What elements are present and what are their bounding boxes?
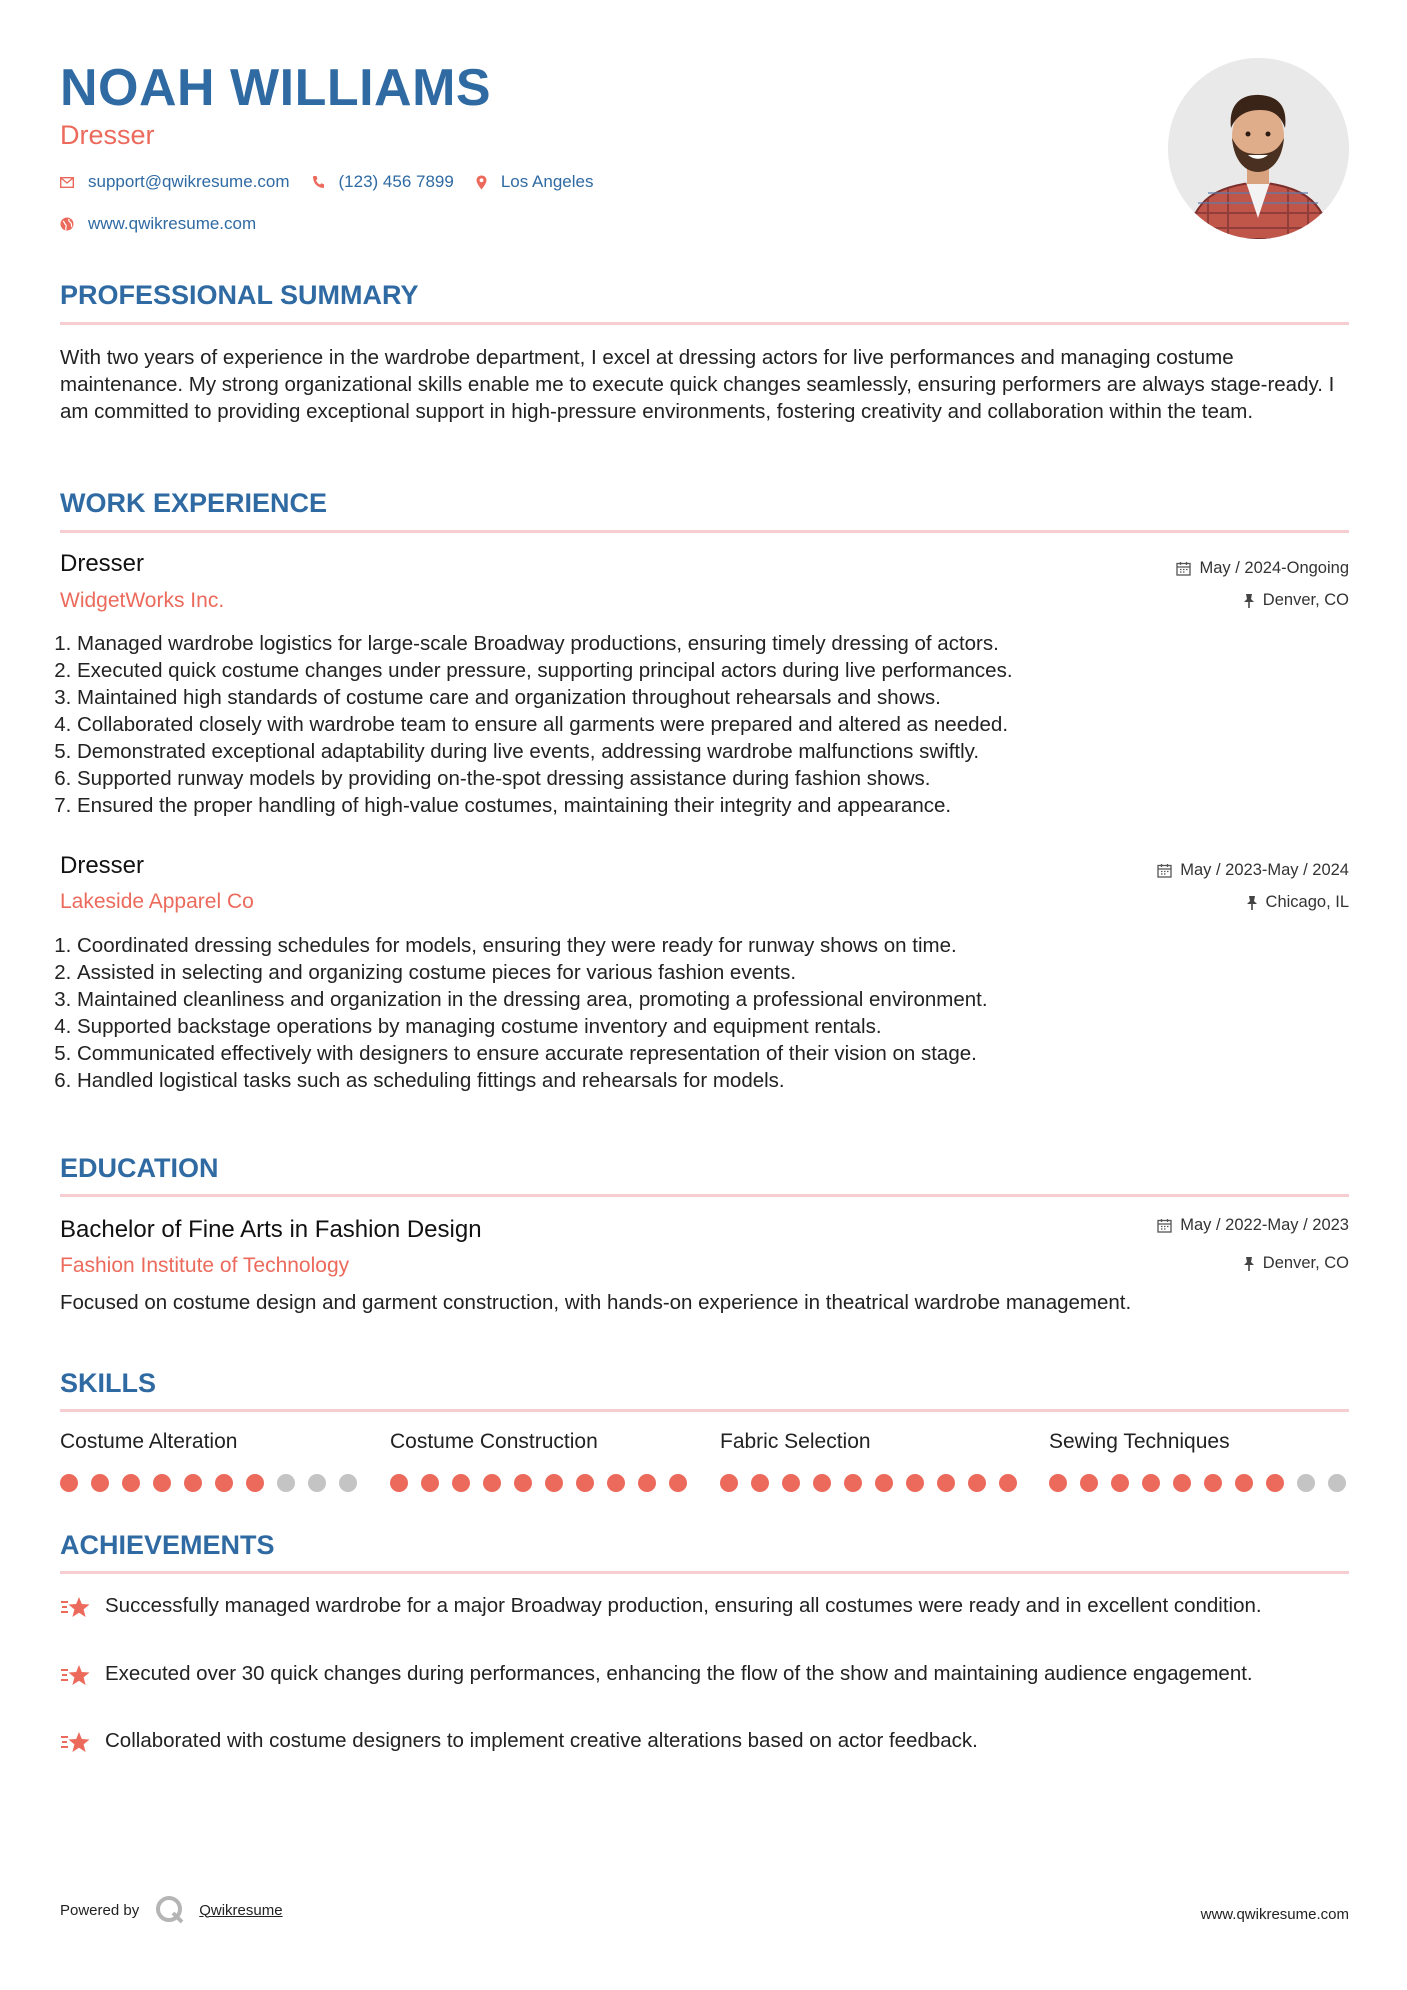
- section-divider: [60, 1194, 1349, 1197]
- duty-item: 1. Coordinated dressing schedules for models, ensuring they were ready for runway shows on time.: [77, 932, 1347, 959]
- skill-dot-filled: [122, 1474, 140, 1492]
- achievements-title: ACHIEVEMENTS: [60, 1530, 275, 1560]
- skill-dot-filled: [545, 1474, 563, 1492]
- skill-dot-filled: [1266, 1474, 1284, 1492]
- skills-title: SKILLS: [60, 1368, 157, 1398]
- footer-website[interactable]: www.qwikresume.com: [1200, 1906, 1349, 1923]
- candidate-name: NOAH WILLIAMS: [60, 59, 492, 117]
- job-company: Lakeside Apparel Co: [60, 890, 254, 913]
- skill-dot-filled: [782, 1474, 800, 1492]
- job-duties-list: [60, 932, 1347, 1094]
- location-text: Los Angeles: [500, 172, 594, 191]
- contact-email[interactable]: [60, 172, 290, 192]
- education-dates-text: May / 2022-May / 2023: [1180, 1216, 1349, 1234]
- duty-item: 6. Supported runway models by providing on-the-spot dressing assistance during fashion shows.: [77, 765, 1347, 792]
- skill-item: [1049, 1430, 1349, 1492]
- skill-dot-filled: [60, 1474, 78, 1492]
- pushpin-icon: [1246, 895, 1258, 911]
- resume-page: [60, 0, 1349, 1990]
- skill-dot-filled: [937, 1474, 955, 1492]
- powered-by-label: Powered by: [60, 1901, 140, 1919]
- envelope-icon: [60, 177, 74, 188]
- duty-item: 2. Assisted in selecting and organizing costume pieces for various fashion events.: [77, 959, 1347, 986]
- education-location-text: Denver, CO: [1262, 1254, 1349, 1272]
- skill-dot-filled: [720, 1474, 738, 1492]
- avatar: [1168, 58, 1349, 239]
- candidate-role: Dresser: [60, 120, 155, 150]
- skill-name: Costume Construction: [390, 1430, 598, 1453]
- skill-rating: [720, 1474, 1020, 1492]
- skill-name: Costume Alteration: [60, 1430, 238, 1453]
- skill-dot-filled: [1204, 1474, 1222, 1492]
- skill-dot-filled: [751, 1474, 769, 1492]
- skill-dot-empty: [277, 1474, 295, 1492]
- duty-item: 1. Managed wardrobe logistics for large-scale Broadway productions, ensuring timely dressing of actors.: [77, 630, 1347, 657]
- education-title: EDUCATION: [60, 1153, 219, 1183]
- globe-icon: [60, 217, 74, 231]
- job-location-text: Chicago, IL: [1265, 893, 1349, 911]
- pushpin-icon: [1243, 593, 1255, 609]
- education-dates: [1157, 1216, 1349, 1235]
- skill-dot-filled: [421, 1474, 439, 1492]
- section-divider: [60, 322, 1349, 325]
- achievement-item: [60, 1592, 1349, 1625]
- skill-dot-filled: [153, 1474, 171, 1492]
- skill-dot-empty: [339, 1474, 357, 1492]
- skill-dot-filled: [638, 1474, 656, 1492]
- education-location: [1243, 1254, 1349, 1273]
- phone-icon: [312, 175, 325, 189]
- skill-dot-empty: [308, 1474, 326, 1492]
- skill-dot-filled: [1080, 1474, 1098, 1492]
- star-icon: [60, 1664, 92, 1688]
- map-pin-icon: [476, 175, 487, 190]
- calendar-icon: [1157, 1218, 1172, 1233]
- summary-text: With two years of experience in the wardrobe department, I excel at dressing actors for live performances and managing costume maintenance. My strong organizational skills enable me to execute quick changes seamlessly, ensuring performers are always stage-ready. I am committed to providing exceptional support in high-pressure environments, fostering creativity and collaboration within the team.: [60, 346, 1335, 423]
- contact-location: [476, 172, 594, 192]
- education-degree: Bachelor of Fine Arts in Fashion Design: [60, 1216, 482, 1243]
- skill-item: [390, 1430, 690, 1492]
- skill-dot-empty: [1297, 1474, 1315, 1492]
- duty-item: 5. Demonstrated exceptional adaptability during live events, addressing wardrobe malfunctions swiftly.: [77, 738, 1347, 765]
- duty-item: 6. Handled logistical tasks such as scheduling fittings and rehearsals for models.: [77, 1067, 1347, 1094]
- skill-rating: [1049, 1474, 1349, 1492]
- contact-phone[interactable]: [312, 172, 454, 192]
- pushpin-icon: [1243, 1256, 1255, 1272]
- skill-dot-filled: [576, 1474, 594, 1492]
- skill-dot-filled: [875, 1474, 893, 1492]
- job-duties-list: [60, 630, 1347, 819]
- skill-dot-filled: [1173, 1474, 1191, 1492]
- email-text: support@qwikresume.com: [88, 172, 290, 191]
- star-icon: [60, 1596, 92, 1620]
- skill-dot-filled: [390, 1474, 408, 1492]
- job-company: WidgetWorks Inc.: [60, 589, 225, 612]
- education-school: Fashion Institute of Technology: [60, 1254, 350, 1277]
- skill-dot-filled: [483, 1474, 501, 1492]
- profile-photo: [1168, 58, 1349, 239]
- job-title: Dresser: [60, 852, 145, 879]
- skill-rating: [60, 1474, 360, 1492]
- skill-dot-filled: [669, 1474, 687, 1492]
- skill-dot-filled: [999, 1474, 1017, 1492]
- skill-dot-filled: [607, 1474, 625, 1492]
- skill-dot-filled: [844, 1474, 862, 1492]
- summary-title: PROFESSIONAL SUMMARY: [60, 280, 419, 310]
- skill-dot-filled: [91, 1474, 109, 1492]
- contact-row: [60, 172, 615, 192]
- skill-dot-filled: [215, 1474, 233, 1492]
- skill-dot-filled: [514, 1474, 532, 1492]
- section-divider: [60, 1571, 1349, 1574]
- experience-title: WORK EXPERIENCE: [60, 488, 328, 518]
- star-icon: [60, 1731, 92, 1755]
- skill-dot-filled: [1142, 1474, 1160, 1492]
- skill-name: Fabric Selection: [720, 1430, 871, 1453]
- skill-item: [720, 1430, 1020, 1492]
- website-text: www.qwikresume.com: [88, 214, 257, 233]
- skill-dot-filled: [968, 1474, 986, 1492]
- job-location: [1243, 591, 1349, 610]
- achievement-text: Executed over 30 quick changes during performances, enhancing the flow of the show and maintaining audience engagement.: [105, 1662, 1253, 1685]
- education-description: Focused on costume design and garment construction, with hands-on experience in theatrical wardrobe management.: [60, 1291, 1132, 1314]
- skill-dot-filled: [906, 1474, 924, 1492]
- achievement-text: Successfully managed wardrobe for a major Broadway production, ensuring all costumes were ready and in excellent condition.: [105, 1594, 1262, 1617]
- duty-item: 3. Maintained high standards of costume care and organization throughout rehearsals and shows.: [77, 684, 1347, 711]
- skill-dot-filled: [1111, 1474, 1129, 1492]
- job-dates: [1157, 861, 1349, 880]
- brand-link[interactable]: Qwikresume: [199, 1901, 283, 1919]
- duty-item: 4. Supported backstage operations by managing costume inventory and equipment rentals.: [77, 1013, 1347, 1040]
- job-title: Dresser: [60, 550, 145, 577]
- skill-dot-filled: [184, 1474, 202, 1492]
- skill-rating: [390, 1474, 690, 1492]
- contact-row-2: [60, 214, 278, 234]
- duty-item: 7. Ensured the proper handling of high-value costumes, maintaining their integrity and appearance.: [77, 792, 1347, 819]
- skill-name: Sewing Techniques: [1049, 1430, 1230, 1453]
- job-dates: [1176, 559, 1349, 578]
- achievement-item: [60, 1727, 1349, 1760]
- section-divider: [60, 1409, 1349, 1412]
- skill-item: [60, 1430, 360, 1492]
- skill-dot-filled: [452, 1474, 470, 1492]
- job-location-text: Denver, CO: [1262, 591, 1349, 609]
- section-divider: [60, 530, 1349, 533]
- job-dates-text: May / 2023-May / 2024: [1180, 861, 1349, 879]
- achievement-item: [60, 1660, 1349, 1693]
- skill-dot-filled: [246, 1474, 264, 1492]
- footer-powered-by: [60, 1895, 283, 1925]
- job-dates-text: May / 2024-Ongoing: [1199, 559, 1349, 577]
- duty-item: 3. Maintained cleanliness and organization in the dressing area, promoting a professional environment.: [77, 986, 1347, 1013]
- qwikresume-logo-icon: [155, 1895, 185, 1925]
- contact-website[interactable]: [60, 214, 256, 234]
- skill-dot-filled: [1235, 1474, 1253, 1492]
- skill-dot-empty: [1328, 1474, 1346, 1492]
- calendar-icon: [1176, 561, 1191, 576]
- achievement-text: Collaborated with costume designers to implement creative alterations based on actor feedback.: [105, 1729, 978, 1752]
- duty-item: 5. Communicated effectively with designers to ensure accurate representation of their vision on stage.: [77, 1040, 1347, 1067]
- job-location: [1246, 893, 1349, 912]
- skill-dot-filled: [813, 1474, 831, 1492]
- calendar-icon: [1157, 863, 1172, 878]
- phone-text: (123) 456 7899: [338, 172, 454, 191]
- skill-dot-filled: [1049, 1474, 1067, 1492]
- duty-item: 2. Executed quick costume changes under pressure, supporting principal actors during live performances.: [77, 657, 1347, 684]
- duty-item: 4. Collaborated closely with wardrobe team to ensure all garments were prepared and altered as needed.: [77, 711, 1347, 738]
